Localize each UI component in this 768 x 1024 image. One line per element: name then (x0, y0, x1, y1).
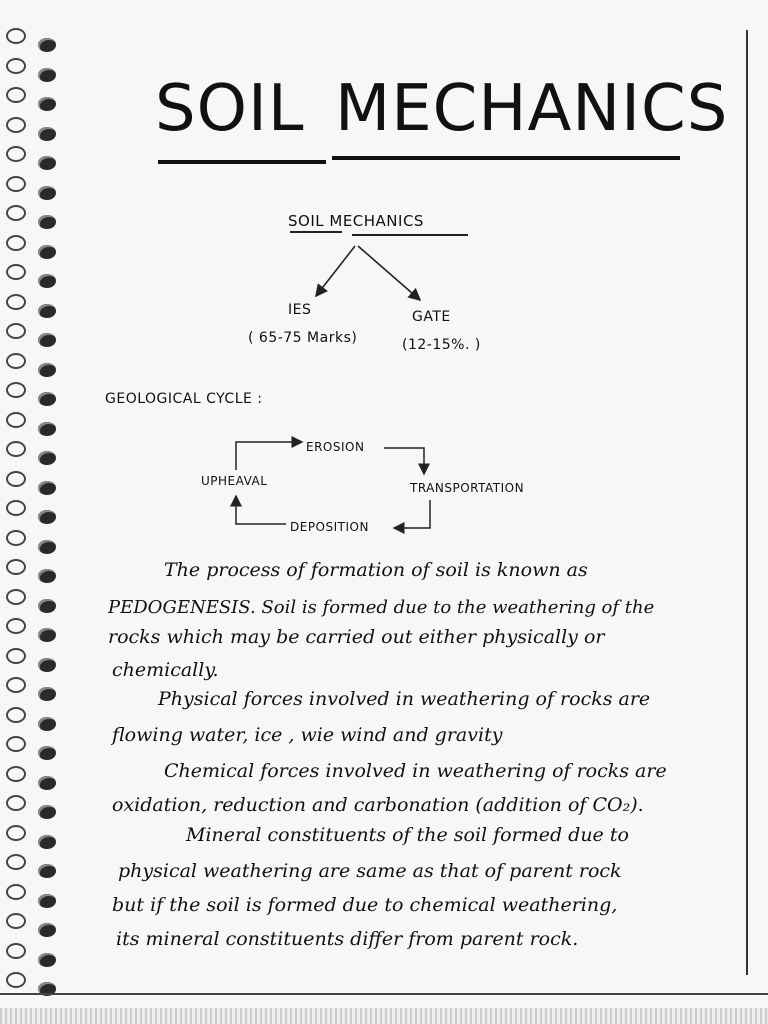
body-line-4: chemically. (112, 659, 219, 681)
body-line-11: but if the soil is formed due to chemical weathering, (112, 894, 618, 916)
tree-right-detail: (12-15%. ) (402, 337, 481, 353)
cycle-upheaval: UPHEAVAL (201, 474, 268, 488)
cycle-deposition: DEPOSITION (290, 520, 369, 534)
cycle-transportation: TRANSPORTATION (410, 481, 525, 495)
body-line-6: flowing water, ice , wie wind and gravity (112, 724, 503, 746)
body-line-5: Physical forces involved in weathering of rocks are (158, 688, 651, 710)
cycle-transportation-to-deposition (394, 500, 430, 528)
body-line-8: oxidation, reduction and carbonation (addition of CO₂). (112, 794, 644, 816)
cycle-erosion-to-transportation (384, 448, 424, 474)
body-line-1: The process of formation of soil is known as (164, 559, 588, 581)
tree-root-label: SOIL MECHANICS (288, 212, 424, 230)
cycle-upheaval-to-erosion (236, 442, 302, 470)
tree-left-label: IES (288, 302, 312, 318)
geological-cycle-heading: GEOLOGICAL CYCLE : (105, 391, 263, 407)
body-line-3: rocks which may be carried out either physically or (108, 626, 605, 648)
tree-branch-right (358, 246, 420, 300)
tree-right-label: GATE (412, 309, 451, 325)
tree-left-detail: ( 65-75 Marks) (248, 330, 358, 346)
tree-branch-left (316, 246, 355, 296)
body-line-2: PEDOGENESIS. Soil is formed due to the weathering of the (108, 597, 655, 618)
body-line-9: Mineral constituents of the soil formed due to (186, 824, 629, 846)
cycle-erosion: EROSION (306, 440, 365, 454)
title-word-soil: SOIL (155, 72, 305, 146)
body-line-7: Chemical forces involved in weathering of rocks are (164, 760, 667, 782)
cycle-deposition-to-upheaval (236, 496, 286, 524)
body-line-10: physical weathering are same as that of parent rock (118, 860, 622, 882)
title-word-mechanics: MECHANICS (335, 72, 729, 146)
body-line-12: its mineral constituents differ from parent rock. (116, 928, 579, 950)
